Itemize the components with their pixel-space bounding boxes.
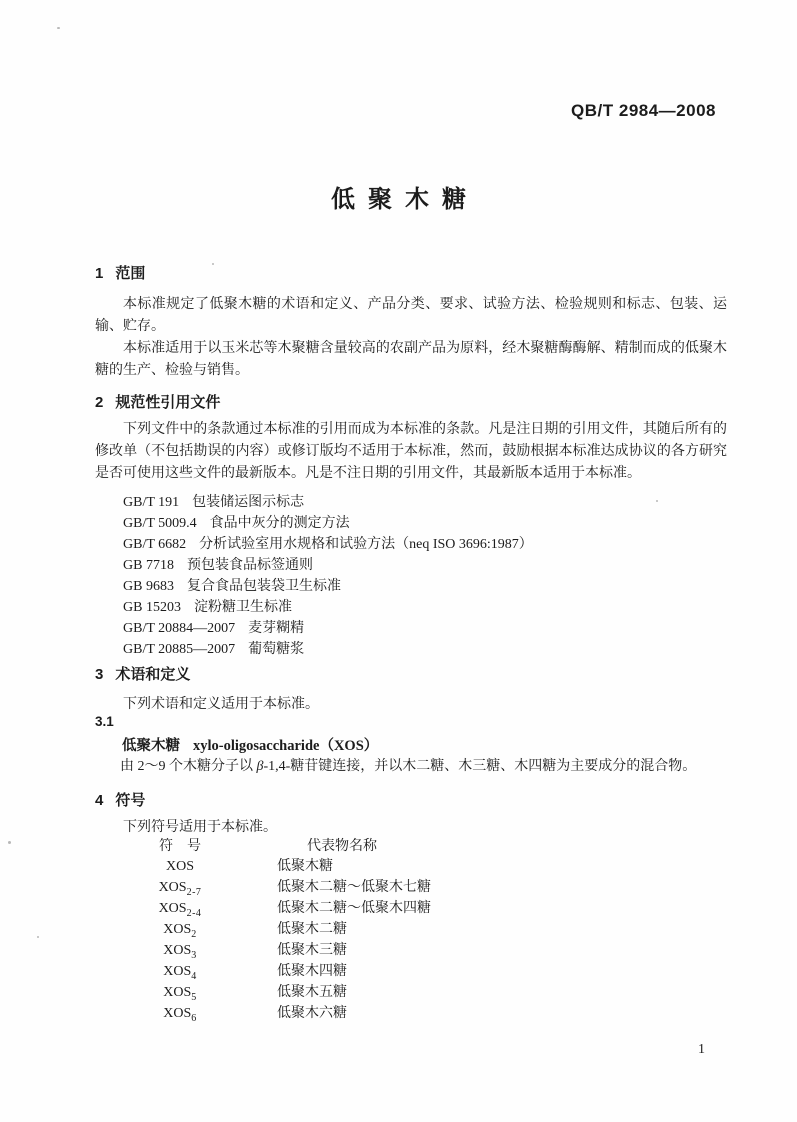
reference-title: 麦芽糊精 <box>248 621 305 636</box>
reference-code: GB 7718 <box>123 558 174 573</box>
reference-code: GB/T 6682 <box>123 537 187 552</box>
symbol-subscript: 5 <box>191 991 197 1003</box>
scope-paragraph-2: 本标准适用于以玉米芯等木聚糖含量较高的农副产品为原料，经木聚糖酶酶解、精制而成的低聚木糖的生产、检验与销售。 <box>95 341 727 378</box>
beta-symbol: β <box>256 759 264 774</box>
symbol-cell <box>95 982 265 1003</box>
symbol-subscript: 2-7 <box>186 886 202 898</box>
symbol-base: XOS <box>163 922 192 937</box>
scan-speck <box>8 841 11 844</box>
normative-references-intro: 下列文件中的条款通过本标准的引用而成为本标准的条款。凡是注日期的引用文件，其随后所有的修改单（不包括勘误的内容）或修订版均不适用于本标准，然而，鼓励根据本标准达成协议的各方研究是否可使用这些文件的最新版本。凡是不注日期的引用文件，其最新版本适用于本标准。 <box>95 422 727 481</box>
symbol-row <box>95 919 545 940</box>
reference-title: 食品中灰分的测定方法 <box>209 516 350 531</box>
symbols-table-header <box>95 836 545 858</box>
scan-speck <box>57 27 60 29</box>
reference-code: GB/T 5009.4 <box>123 516 197 531</box>
definition-post: -1,4-糖苷键连接，并以木二糖、木三糖、木四糖为主要成分的混合物。 <box>263 759 697 774</box>
reference-title: 葡萄糖浆 <box>248 642 305 657</box>
section-4-number: 4 <box>95 792 104 809</box>
symbol-base: XOS <box>163 964 192 979</box>
scan-speck <box>656 500 658 502</box>
section-2-heading <box>95 394 727 412</box>
reference-item <box>123 555 727 576</box>
normative-references-list <box>123 492 727 660</box>
reference-item <box>123 513 727 534</box>
reference-title: 分析试验室用水规格和试验方法（neq ISO 3696:1987） <box>199 537 533 552</box>
symbol-name: 低聚木六糖 <box>277 1006 347 1021</box>
symbol-name: 低聚木二糖 <box>277 922 347 937</box>
symbol-subscript: 2-4 <box>186 907 202 919</box>
clause-3-1: 3.1 <box>95 714 114 729</box>
symbol-name: 低聚木五糖 <box>277 985 347 1000</box>
reference-title: 预包装食品标签通则 <box>186 558 313 573</box>
symbol-row <box>95 877 545 898</box>
reference-item <box>123 597 727 618</box>
symbol-row <box>95 940 545 961</box>
symbol-name: 低聚木糖 <box>277 859 333 874</box>
section-3-title: 术语和定义 <box>115 666 191 683</box>
symbol-name: 低聚木三糖 <box>277 943 347 958</box>
symbol-row <box>95 982 545 1003</box>
symbol-cell <box>95 898 265 919</box>
section-2-number: 2 <box>95 394 104 411</box>
page-number: 1 <box>698 1042 705 1057</box>
term-english: xylo-oligosaccharide（XOS） <box>193 738 379 754</box>
term-definition-heading <box>122 734 378 755</box>
symbol-row <box>95 1003 545 1024</box>
reference-title: 淀粉糖卫生标准 <box>193 600 292 615</box>
symbol-row <box>95 898 545 919</box>
section-4-title: 符号 <box>115 792 146 809</box>
symbol-row <box>95 856 545 877</box>
terms-intro: 下列术语和定义适用于本标准。 <box>123 697 319 712</box>
reference-item <box>123 639 727 660</box>
reference-code: GB/T 20884—2007 <box>123 621 236 636</box>
scope-paragraph-1: 本标准规定了低聚木糖的术语和定义、产品分类、要求、试验方法、检验规则和标志、包装、运输、贮存。 <box>95 297 727 334</box>
reference-item <box>123 534 727 555</box>
symbol-cell <box>95 1003 265 1024</box>
symbol-cell <box>95 856 265 877</box>
reference-code: GB 9683 <box>123 579 174 594</box>
section-3-heading <box>95 666 727 684</box>
symbol-name: 低聚木二糖～低聚木四糖 <box>277 901 431 916</box>
section-1-heading <box>95 265 727 283</box>
reference-code: GB/T 20885—2007 <box>123 642 236 657</box>
symbol-base: XOS <box>163 985 192 1000</box>
symbol-base: XOS <box>158 880 187 895</box>
term-definition-text <box>120 756 730 777</box>
symbol-subscript: 3 <box>191 949 197 961</box>
symbol-row <box>95 961 545 982</box>
symbol-name: 低聚木四糖 <box>277 964 347 979</box>
symbol-subscript: 2 <box>191 928 197 940</box>
reference-title: 复合食品包装袋卫生标准 <box>186 579 341 594</box>
reference-item <box>123 492 727 513</box>
symbol-cell <box>95 919 265 940</box>
symbol-base: XOS <box>163 1006 192 1021</box>
column-header-name: 代表物名称 <box>307 839 377 854</box>
reference-code: GB/T 191 <box>123 495 180 510</box>
reference-code: GB 15203 <box>123 600 181 615</box>
symbol-cell <box>95 940 265 961</box>
reference-item <box>123 576 727 597</box>
section-3-number: 3 <box>95 666 104 683</box>
symbols-table <box>95 836 545 1024</box>
section-1-number: 1 <box>95 265 104 282</box>
symbol-base: XOS <box>158 901 187 916</box>
column-header-symbol: 符 号 <box>159 839 201 854</box>
symbol-base: XOS <box>163 943 192 958</box>
symbol-base: XOS <box>165 859 194 874</box>
scan-speck <box>212 263 214 265</box>
section-4-heading <box>95 792 727 810</box>
section-2-title: 规范性引用文件 <box>115 394 221 411</box>
symbol-name: 低聚木二糖～低聚木七糖 <box>277 880 431 895</box>
symbol-cell <box>95 877 265 898</box>
symbol-cell <box>95 961 265 982</box>
symbol-subscript: 6 <box>191 1012 197 1024</box>
symbols-intro: 下列符号适用于本标准。 <box>123 820 277 835</box>
term-chinese: 低聚木糖 <box>122 738 180 754</box>
reference-item <box>123 618 727 639</box>
section-1-title: 范围 <box>115 265 146 282</box>
definition-pre: 由 2～9 个木糖分子以 <box>120 759 257 774</box>
standard-number: QB/T 2984—2008 <box>571 101 716 120</box>
symbol-subscript: 4 <box>191 970 197 982</box>
reference-title: 包装储运图示标志 <box>192 495 305 510</box>
document-title: 低聚木糖 <box>331 186 479 213</box>
scan-speck <box>37 936 39 938</box>
